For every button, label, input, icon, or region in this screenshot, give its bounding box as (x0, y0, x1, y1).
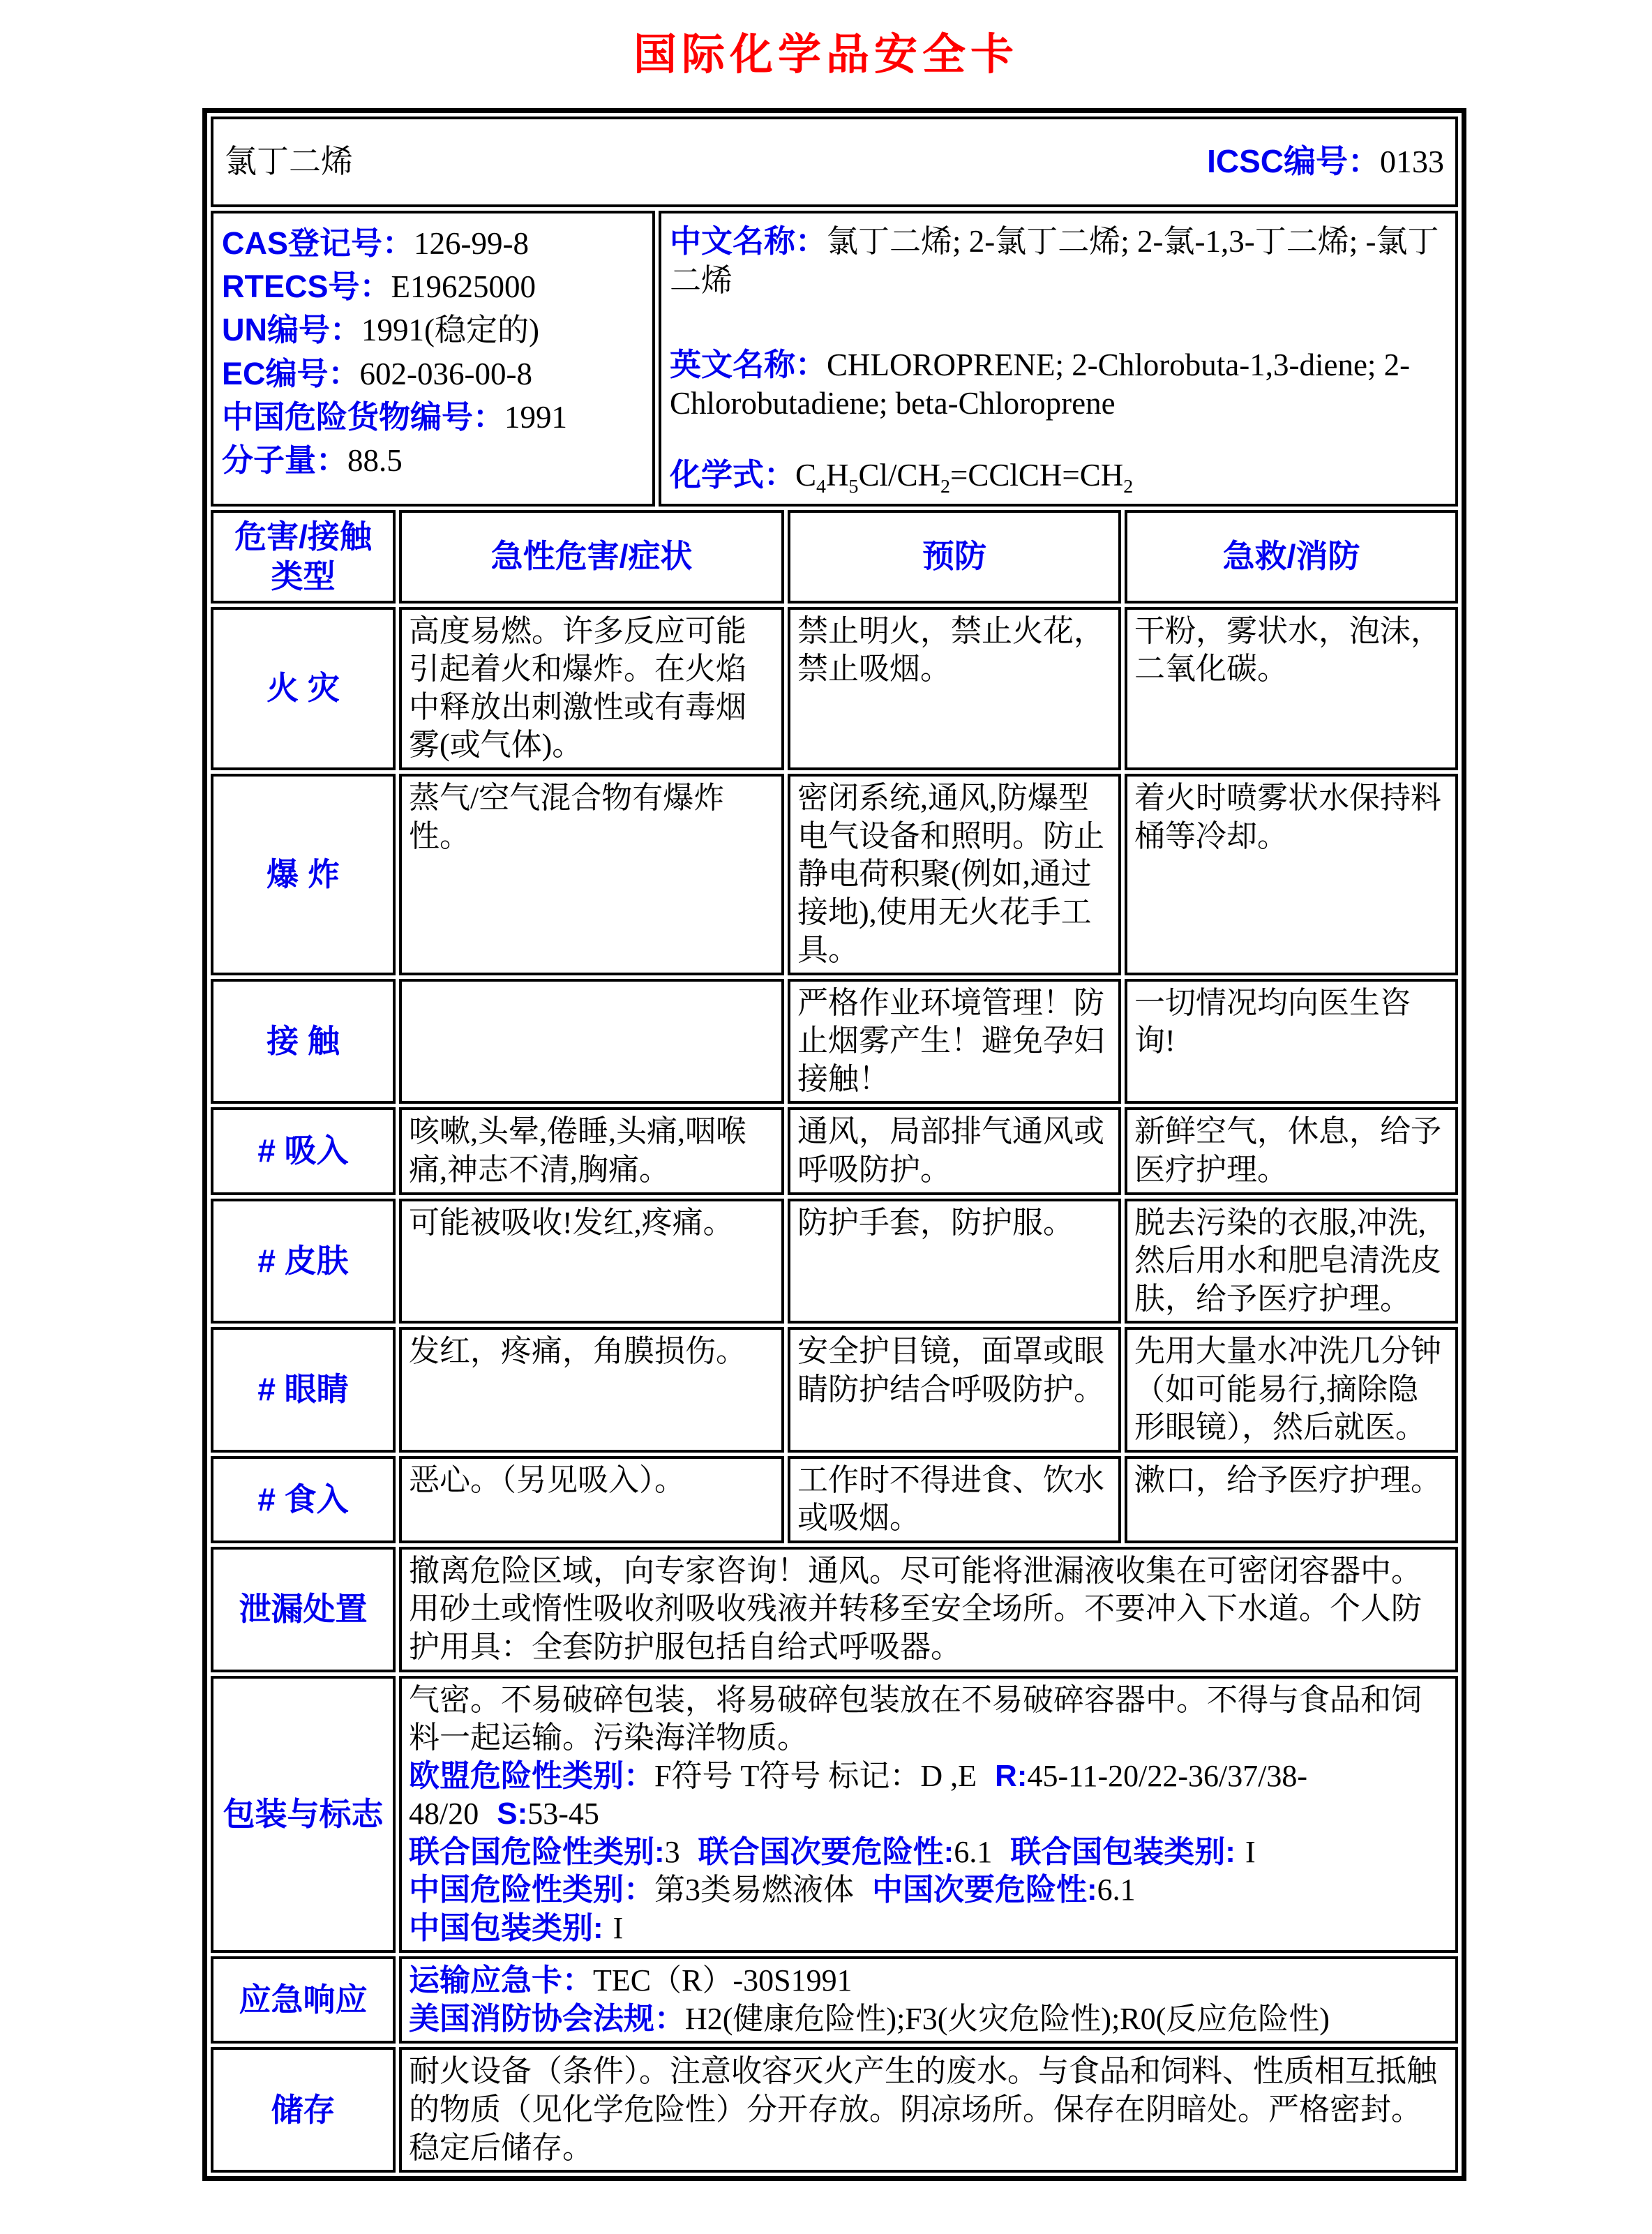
explosion-firstaid: 着火时喷雾状水保持料桶等冷却。 (1125, 774, 1458, 975)
ingestion-firstaid: 漱口，给予医疗护理。 (1125, 1456, 1458, 1543)
transport-emergency-card-label: 运输应急卡： (409, 1963, 593, 1998)
chemical-formula: $C_4H_5Cl/CH_2=CClCH=CH_2$ (795, 458, 1134, 498)
un-number-line (222, 308, 644, 352)
icsc-page (0, 20, 1652, 2234)
explosion-prevention: 密闭系统,通风,防爆型电气设备和照明。防止静电荷积聚(例如,通过接地),使用无火花手工具。 (788, 774, 1121, 975)
eu-hazard-class-line (409, 1757, 1448, 1834)
header-firstaid-firefighting: 急救/消防 (1125, 510, 1458, 604)
hazard-row-explosion (211, 774, 1458, 975)
un-hazard-class-value: 3 (664, 1834, 680, 1869)
section-row-spill-disposal (211, 1547, 1458, 1672)
hazard-row-inhalation (211, 1107, 1458, 1194)
card-header-row (211, 117, 1458, 207)
identifiers-cell (211, 211, 655, 507)
china-hazard-class-label: 中国危险性类别： (409, 1873, 654, 1907)
ec-number-label: EC编号： (222, 355, 360, 391)
china-packing-group-label: 中国包装类别: (409, 1910, 603, 1945)
icsc-number-value: 0133 (1380, 144, 1444, 180)
un-number-value: 1991(稳定的) (361, 313, 539, 348)
cas-number-line (222, 222, 644, 265)
hazard-label-fire: 火 灾 (211, 607, 396, 770)
eu-hazard-class-label: 欧盟危险性类别： (409, 1758, 654, 1793)
packaging-labelling-content (399, 1676, 1458, 1954)
section-row-emergency-response (211, 1956, 1458, 2044)
english-name-value: CHLOROPRENE; 2-Chlorobuta-1,3-diene; 2-Chlorobutadiene; beta-Chloroprene (670, 347, 1411, 421)
contact-firstaid: 一切情况均向医生咨询! (1125, 979, 1458, 1104)
china-dg-number-line (222, 396, 644, 439)
china-subsidiary-risk-label: 中国次要危险性: (872, 1873, 1097, 1907)
china-hazard-class-value: 第3类易燃液体 (654, 1873, 854, 1907)
eyes-firstaid: 先用大量水冲洗几分钟（如可能易行,摘除隐形眼镜），然后就医。 (1125, 1327, 1458, 1453)
header-hazard-type: 危害/接触类型 (211, 510, 396, 604)
explosion-symptom: 蒸气/空气混合物有爆炸性。 (399, 774, 784, 975)
hazard-label-eyes: # 眼睛 (211, 1327, 396, 1453)
section-label-emergency-response: 应急响应 (211, 1956, 396, 2044)
section-row-storage (211, 2047, 1458, 2173)
rtecs-number-line (222, 265, 644, 308)
inhalation-prevention: 通风，局部排气通风或呼吸防护。 (788, 1107, 1121, 1194)
ec-number-line (222, 352, 644, 396)
chinese-name-label: 中文名称： (670, 223, 827, 259)
hazard-label-contact: 接 触 (211, 979, 396, 1104)
s-phrases-value: 53-45 (527, 1797, 599, 1831)
skin-prevention: 防护手套，防护服。 (788, 1199, 1121, 1324)
nfpa-code-label: 美国消防协会法规： (409, 2001, 685, 2036)
un-hazard-class-label: 联合国危险性类别: (409, 1834, 665, 1869)
hazard-table-header-row (211, 510, 1458, 604)
china-subsidiary-risk-value: 6.1 (1097, 1873, 1136, 1907)
fire-prevention: 禁止明火，禁止火花，禁止吸烟。 (788, 607, 1121, 770)
un-number-label: UN编号： (222, 312, 361, 348)
section-label-spill-disposal: 泄漏处置 (211, 1547, 396, 1672)
formula-block (670, 456, 1447, 500)
chinese-name-block (670, 222, 1447, 301)
safety-card-table (202, 108, 1466, 2181)
un-packing-group-label: 联合国包装类别: (1010, 1834, 1236, 1869)
hazard-row-fire (211, 607, 1458, 770)
nfpa-code-line (409, 2000, 1448, 2039)
r-phrases-label: R: (995, 1758, 1028, 1793)
section-row-packaging-labelling (211, 1676, 1458, 1954)
hazard-label-ingestion: # 食入 (211, 1456, 396, 1543)
contact-symptom (399, 979, 784, 1104)
nfpa-code-value: H2(健康危险性);F3(火灾危险性);R0(反应危险性) (685, 2001, 1330, 2036)
cas-number-label: CAS登记号： (222, 225, 414, 261)
identity-row (211, 211, 1458, 507)
eu-hazard-class-value: F符号 T符号 标记：D ,E (654, 1758, 977, 1793)
hazard-label-explosion: 爆 炸 (211, 774, 396, 975)
contact-prevention: 严格作业环境管理！防止烟雾产生！避免孕妇接触！ (788, 979, 1121, 1104)
section-label-storage: 储存 (211, 2047, 396, 2173)
ec-number-value: 602-036-00-8 (359, 356, 532, 391)
names-cell (659, 211, 1458, 507)
eyes-symptom: 发红，疼痛，角膜损伤。 (399, 1327, 784, 1453)
hazard-row-contact (211, 979, 1458, 1104)
cas-number-value: 126-99-8 (414, 226, 529, 261)
english-name-label: 英文名称： (670, 346, 827, 382)
s-phrases-label: S: (497, 1797, 528, 1831)
transport-emergency-card-line (409, 1962, 1448, 2000)
china-dg-number-label: 中国危险货物编号： (222, 398, 505, 435)
ingestion-prevention: 工作时不得进食、饮水或吸烟。 (788, 1456, 1121, 1543)
molecular-weight-line (222, 439, 644, 482)
chinese-name-value: 氯丁二烯; 2-氯丁二烯; 2-氯-1,3-丁二烯; -氯丁二烯 (670, 224, 1439, 298)
ingestion-symptom: 恶心。（另见吸入）。 (399, 1456, 784, 1543)
china-classification-line (409, 1871, 1448, 1910)
china-dg-number-value: 1991 (504, 399, 568, 435)
chemical-name: 氯丁二烯 (225, 144, 353, 180)
eyes-prevention: 安全护目镜，面罩或眼睛防护结合呼吸防护。 (788, 1327, 1121, 1453)
un-subsidiary-risk-value: 6.1 (954, 1834, 993, 1869)
skin-firstaid: 脱去污染的衣服,冲洗,然后用水和肥皂清洗皮肤，给予医疗护理。 (1125, 1199, 1458, 1324)
spill-disposal-content: 撤离危险区域，向专家咨询！通风。尽可能将泄漏液收集在可密闭容器中。用砂土或惰性吸收剂吸收残液并转移至安全场所。不要冲入下水道。个人防护用具：全套防护服包括自给式呼吸器。 (399, 1547, 1458, 1672)
skin-symptom: 可能被吸收!发红,疼痛。 (399, 1199, 784, 1324)
molecular-weight-label: 分子量： (222, 442, 348, 478)
un-packing-group-value: I (1245, 1834, 1256, 1869)
un-subsidiary-risk-label: 联合国次要危险性: (698, 1834, 954, 1869)
icsc-number-label: ICSC编号： (1207, 143, 1380, 180)
page-title: 国际化学品安全卡 (633, 31, 1019, 79)
header-prevention: 预防 (788, 510, 1121, 604)
card-header-cell (211, 117, 1458, 207)
emergency-response-content (399, 1956, 1458, 2044)
fire-firstaid: 干粉，雾状水，泡沫，二氧化碳。 (1125, 607, 1458, 770)
rtecs-number-value: E19625000 (391, 269, 536, 305)
header-acute-symptoms: 急性危害/症状 (399, 510, 784, 604)
hazard-row-skin (211, 1199, 1458, 1324)
packaging-intro: 气密。不易破碎包装，将易破碎包装放在不易破碎容器中。不得与食品和饲料一起运输。污染海洋物质。 (409, 1682, 1422, 1755)
hazard-row-eyes (211, 1327, 1458, 1453)
molecular-weight-value: 88.5 (347, 442, 403, 478)
hazard-row-ingestion (211, 1456, 1458, 1543)
inhalation-symptom: 咳嗽,头晕,倦睡,头痛,咽喉痛,神志不清,胸痛。 (399, 1107, 784, 1194)
english-name-block (670, 345, 1447, 424)
transport-emergency-card-value: TEC（R）-30S1991 (593, 1963, 853, 1998)
r-phrases-value: 45-11-20/22-36/37/38-48/20 (409, 1758, 1308, 1831)
rtecs-number-label: RTECS号： (222, 269, 391, 305)
china-packing-group-line (409, 1910, 1448, 1948)
hazard-label-skin: # 皮肤 (211, 1199, 396, 1324)
storage-content: 耐火设备（条件）。注意收容灭火产生的废水。与食品和饲料、性质相互抵触的物质（见化学危险性）分开存放。阴凉场所。保存在阴暗处。严格密封。稳定后储存。 (399, 2047, 1458, 2173)
formula-label: 化学式： (670, 457, 796, 493)
inhalation-firstaid: 新鲜空气，休息，给予医疗护理。 (1125, 1107, 1458, 1194)
icsc-number (1207, 142, 1444, 181)
hazard-label-inhalation: # 吸入 (211, 1107, 396, 1194)
china-packing-group-value: I (613, 1910, 624, 1945)
fire-symptom: 高度易燃。许多反应可能引起着火和爆炸。在火焰中释放出刺激性或有毒烟雾(或气体)。 (399, 607, 784, 770)
section-label-packaging-labelling: 包装与标志 (211, 1676, 396, 1954)
un-classification-line (409, 1834, 1448, 1872)
